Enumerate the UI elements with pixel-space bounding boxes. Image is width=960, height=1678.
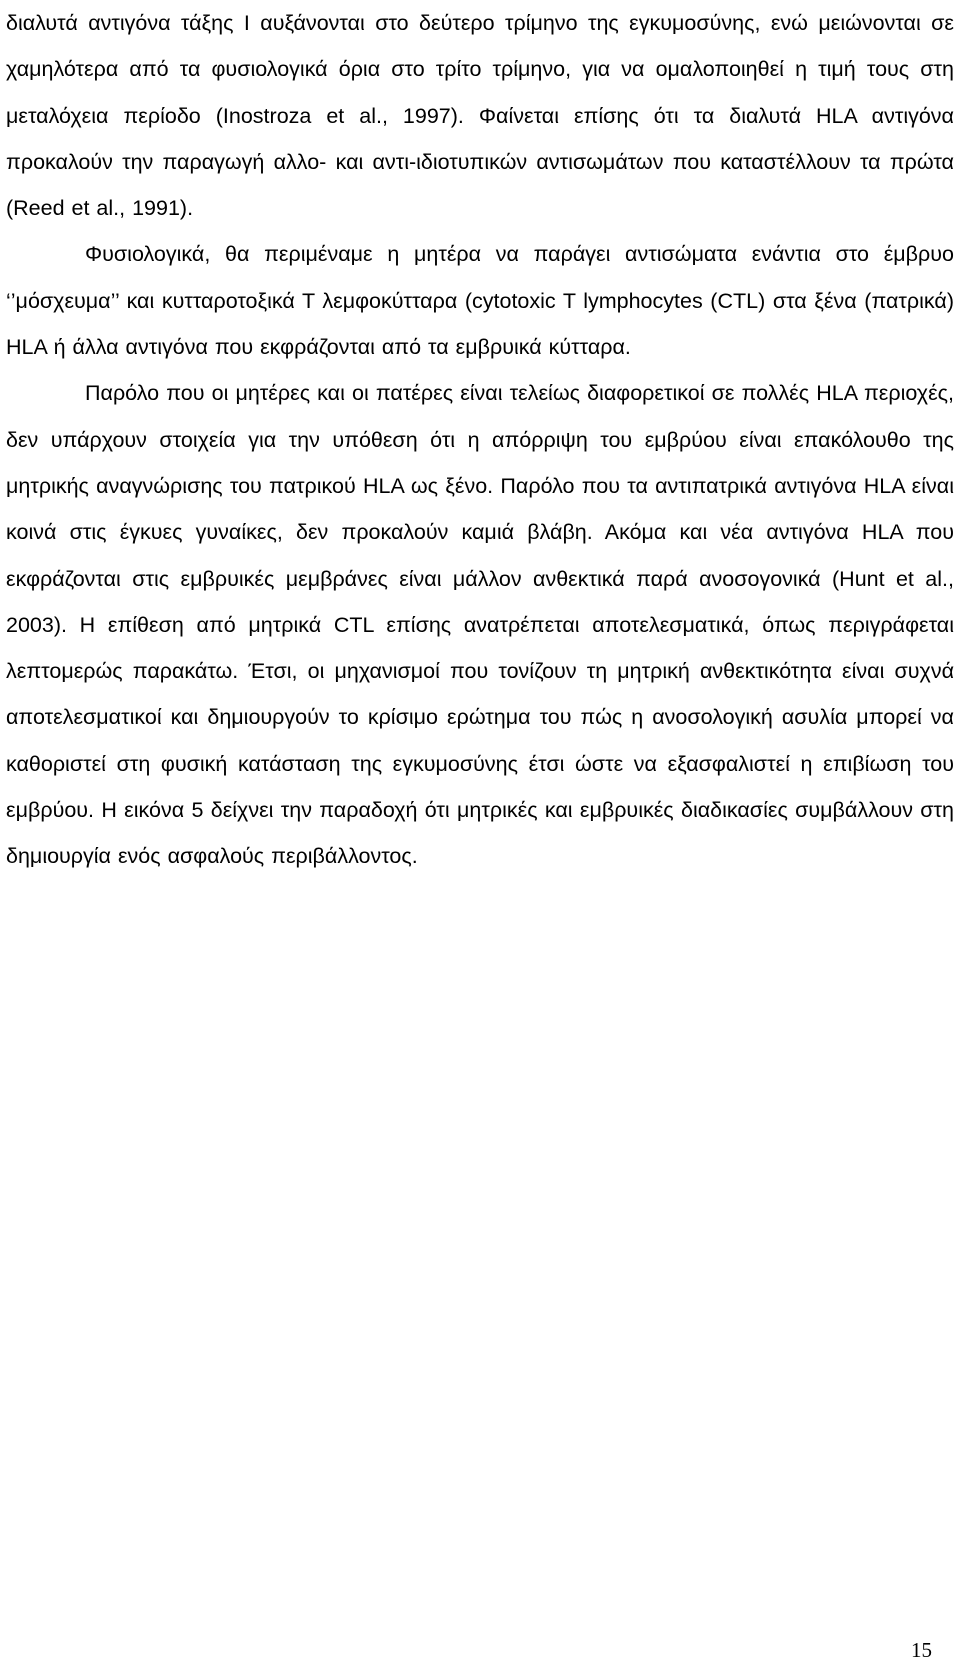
page-number: 15 — [911, 1638, 932, 1662]
paragraph-hla-tolerance: Παρόλο που οι μητέρες και οι πατέρες είναι τελείως διαφορετικοί σε πολλές HLA περιοχές, δεν υπάρχουν στοιχεία για την υπόθεση ότι η απόρριψη του εμβρύου είναι επακόλουθο της μητρικής αναγνώρισης του πατρικού HLA ως ξένο. Παρόλο που τα αντιπατρικά αντιγόνα HLA είναι κοινά στις έγκυες γυναίκες, δεν προκαλούν καμιά βλάβη. Ακόμα και νέα αντιγόνα HLA που εκφράζονται στις εμβρυικές μεμβράνες είναι μάλλον ανθεκτικά παρά ανοσογονικά (Hunt et al., 2003). Η επίθεση από μητρικά CTL επίσης ανατρέπεται αποτελεσματικά, όπως περιγράφεται λεπτομερώς παρακάτω. Έτσι, οι μηχανισμοί που τονίζουν τη μητρική ανθεκτικότητα είναι συχνά αποτελεσματικοί και δημιουργούν το κρίσιμο ερώτημα του πώς η ανοσολογική ασυλία μπορεί να καθοριστεί στη φυσική κατάσταση της εγκυμοσύνης έτσι ώστε να εξασφαλιστεί η επιβίωση του εμβρύου. Η εικόνα 5 δείχνει την παραδοχή ότι μητρικές και εμβρυικές διαδικασίες συμβάλλουν στη δημιουργία ενός ασφαλούς περιβάλλοντος. — [6, 381, 954, 869]
document-body — [6, 0, 954, 880]
paragraph-continued: διαλυτά αντιγόνα τάξης Ι αυξάνονται στο δεύτερο τρίμηνο της εγκυμοσύνης, ενώ μειώνονται σε χαμηλότερα από τα φυσιολογικά όρια στο τρίτο τρίμηνο, για να ομαλοποιηθεί η τιμή τους στη μεταλόχεια περίοδο (Inostroza et al., 1997). Φαίνεται επίσης ότι τα διαλυτά HLA αντιγόνα προκαλούν την παραγωγή αλλο- και αντι-ιδιοτυπικών αντισωμάτων που καταστέλλουν τα πρώτα (Reed et al., 1991). — [6, 11, 954, 221]
paragraph-physiology: Φυσιολογικά, θα περιμέναμε η μητέρα να παράγει αντισώματα ενάντια στο έμβρυο ‘’μόσχευμα’’ και κυτταροτοξικά Τ λεμφοκύτταρα (cytotoxic T lymphocytes (CTL) στα ξένα (πατρικά) HLA ή άλλα αντιγόνα που εκφράζονται από τα εμβρυικά κύτταρα. — [6, 242, 954, 360]
